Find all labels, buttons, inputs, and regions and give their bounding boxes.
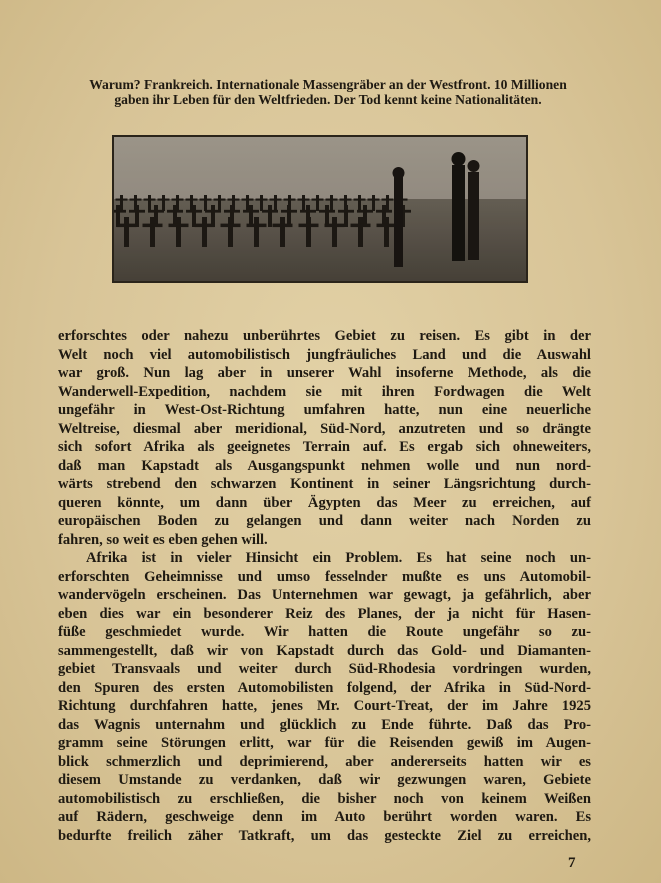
body-line: das Wagnis unternahm und glücklich zu Ende führte. Daß das Pro- — [58, 716, 591, 733]
body-line: bedurfte freilich zäher Tatkraft, um das gesteckte Ziel zu erreichen, — [58, 827, 591, 844]
body-line: war groß. Nun lag aber in unserer Wahl insoferne Methode, als die — [58, 365, 591, 381]
body-line: wandervögeln erscheinen. Das Unternehmen war gewagt, ja gefährlich, aber — [58, 587, 591, 603]
body-line: erforschten Geheimnisse und umso fesselnder mußte es uns Automobil- — [58, 568, 591, 585]
body-line: daß man Kapstadt als Ausgangspunkt nehmen wolle und nun nord- — [58, 457, 591, 474]
body-line: Afrika ist in vieler Hinsicht ein Problem. Es hat seine noch un- — [86, 550, 591, 566]
body-line: gramm seine Störungen erlitt, war für die Reisenden gewiß im Augen- — [58, 735, 591, 751]
body-line: blick schmerzlich und deprimierend, aber andererseits hatten wir es — [58, 753, 591, 770]
war-graves-photograph-icon — [114, 137, 526, 281]
page-number: 7 — [568, 855, 576, 871]
caption-line-2: gaben ihr Leben für den Weltfrieden. Der Tod kennt keine Nationalitäten. — [114, 92, 542, 107]
body-line: europäischen Boden zu gelangen und dann weiter nach Norden zu — [58, 513, 591, 529]
body-line: Welt noch viel automobilistisch jungfräuliches Land und die Auswahl — [58, 346, 591, 363]
body-line: Richtung durchfahren hatte, jenes Mr. Court-Treat, der im Jahre 1925 — [58, 698, 591, 714]
body-line: ungefähr in West-Ost-Richtung umfahren hatte, nun eine neuerliche — [58, 402, 591, 418]
body-line: erforschtes oder nahezu unberührtes Gebiet zu reisen. Es gibt in der — [58, 328, 591, 344]
body-line: Wanderwell-Expedition, nachdem sie mit ihren Fordwagen die Welt — [58, 383, 591, 400]
caption-line-1: Warum? Frankreich. Internationale Massengräber an der Westfront. 10 Millionen — [89, 77, 567, 92]
war-graves-photograph — [112, 135, 528, 283]
body-line: auf Rädern, geschweige denn im Auto berührt worden waren. Es — [58, 809, 591, 825]
body-line: füße geschmiedet wurde. Wir hatten die Route ungefähr so zu- — [58, 624, 591, 640]
body-text — [58, 327, 591, 845]
body-line: gebiet Transvaals und weiter durch Süd-Rhodesia vordringen wurden, — [58, 661, 591, 677]
photo-caption — [58, 77, 598, 107]
body-line: diesem Umstande zu verdanken, daß wir gezwungen waren, Gebiete — [58, 772, 591, 788]
body-line: eben dies war ein besonderer Reiz des Planes, der ja nicht für Hasen- — [58, 605, 591, 622]
body-line: automobilistisch zu erschließen, die bisher noch von keinem Weißen — [58, 790, 591, 807]
body-line: sammengestellt, daß wir von Kapstadt durch das Gold- und Diamanten- — [58, 642, 591, 659]
body-line: queren könnte, um dann über Ägypten das Meer zu erreichen, auf — [58, 494, 591, 511]
body-line: Weltreise, diesmal aber meridional, Süd-Nord, anzutreten und so drängte — [58, 420, 591, 437]
body-line: fahren, so weit es eben gehen will. — [58, 531, 268, 548]
body-line: wärts strebend den schwarzen Kontinent in seiner Längsrichtung durch- — [58, 476, 591, 492]
body-line: den Spuren des ersten Automobilisten folgend, der Afrika in Süd-Nord- — [58, 679, 591, 696]
body-line: sich sofort Afrika als geeignetes Terrain auf. Es ergab sich ohneweiters, — [58, 439, 591, 455]
